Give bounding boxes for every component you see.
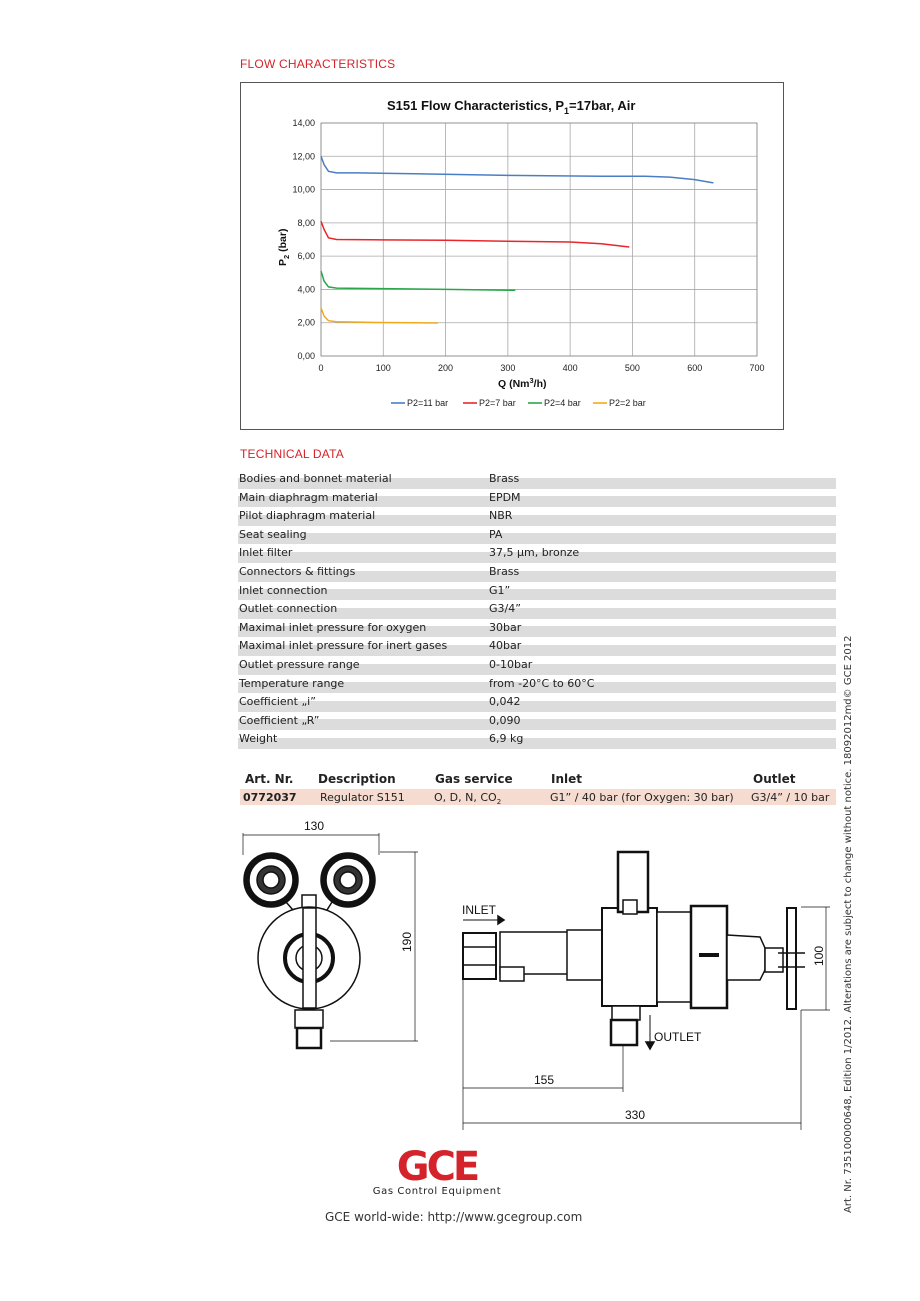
tech-row bbox=[238, 713, 836, 732]
row-band bbox=[238, 589, 836, 600]
tech-row-value: 6,9 kg bbox=[489, 732, 524, 746]
y-tick-label: 12,00 bbox=[292, 151, 315, 162]
tech-row-value: PA bbox=[489, 527, 503, 541]
flow-chart-canvas bbox=[241, 83, 785, 431]
legend-label-1: P2=7 bar bbox=[479, 398, 516, 408]
col-inlet: Inlet bbox=[551, 772, 582, 786]
col-gas-service: Gas service bbox=[435, 772, 513, 786]
tech-row-label: Weight bbox=[239, 732, 278, 746]
front-view-drawing bbox=[243, 833, 418, 1048]
tech-row-value: NBR bbox=[489, 509, 513, 523]
front-width-dimension: 130 bbox=[304, 819, 325, 833]
series-line-2 bbox=[321, 271, 515, 290]
inlet-label: INLET bbox=[462, 903, 497, 917]
cell-description: Regulator S151 bbox=[320, 791, 405, 804]
chart-title-main: S151 Flow Characteristics, P bbox=[387, 98, 565, 113]
cell-gas-main: O, D, N, CO bbox=[434, 791, 497, 804]
legend-label-0: P2=11 bar bbox=[407, 398, 449, 408]
tech-row-label: Bodies and bonnet material bbox=[239, 472, 392, 485]
chart-title-subscript: 1 bbox=[564, 106, 570, 116]
tech-row-value: G3/4” bbox=[489, 602, 521, 616]
x-axis-label bbox=[498, 376, 547, 390]
x-tick-label: 700 bbox=[749, 363, 765, 373]
tech-row bbox=[238, 676, 836, 695]
y-axis-label-subscript: 2 bbox=[282, 254, 291, 259]
chart-title bbox=[387, 98, 635, 116]
tech-row bbox=[238, 471, 836, 490]
tech-row-label: Maximal inlet pressure for oxygen bbox=[239, 620, 427, 634]
tech-row-label: Coefficient „R” bbox=[239, 713, 320, 727]
tech-row bbox=[238, 601, 836, 620]
col-description: Description bbox=[318, 772, 396, 786]
tech-row-label: Coefficient „i” bbox=[239, 695, 316, 709]
cell-art-nr: 0772037 bbox=[243, 791, 297, 804]
y-tick-label: 2,00 bbox=[297, 317, 315, 328]
tech-row bbox=[238, 490, 836, 509]
col-outlet: Outlet bbox=[753, 772, 796, 786]
logo-subtitle: Gas Control Equipment bbox=[372, 1186, 502, 1197]
tech-row-label: Inlet filter bbox=[239, 546, 293, 560]
tech-row bbox=[238, 545, 836, 564]
tech-row bbox=[238, 638, 836, 657]
row-band bbox=[238, 738, 836, 749]
tech-row bbox=[238, 583, 836, 602]
tech-row-value: Brass bbox=[489, 564, 520, 578]
gce-logo-text: GCE bbox=[396, 1144, 478, 1190]
x-axis-label-tail: /h) bbox=[533, 378, 547, 390]
tech-row bbox=[238, 527, 836, 546]
x-axis-label-superscript: 3 bbox=[529, 376, 534, 385]
order-table-row bbox=[240, 789, 836, 805]
y-tick-label: 10,00 bbox=[292, 184, 315, 195]
series-line-0 bbox=[321, 156, 713, 183]
tech-row-label: Outlet pressure range bbox=[239, 657, 360, 671]
tech-row bbox=[238, 731, 836, 750]
side-view-drawing bbox=[463, 852, 830, 1130]
tech-row-label: Connectors & fittings bbox=[239, 564, 356, 578]
tech-row-label: Maximal inlet pressure for inert gases bbox=[239, 639, 448, 653]
website-link[interactable]: GCE world-wide: http://www.gcegroup.com bbox=[325, 1210, 583, 1224]
y-tick-label: 14,00 bbox=[292, 118, 315, 128]
tech-row-value: Brass bbox=[489, 472, 520, 485]
x-tick-label: 400 bbox=[562, 363, 578, 373]
series-line-3 bbox=[321, 308, 438, 323]
y-tick-label: 8,00 bbox=[297, 217, 315, 228]
outlet-label: OUTLET bbox=[654, 1030, 702, 1044]
dimension-drawings bbox=[230, 810, 840, 1130]
x-tick-label: 500 bbox=[624, 363, 640, 373]
y-axis-label bbox=[277, 229, 291, 266]
tech-row-value: 0-10bar bbox=[489, 657, 533, 671]
x-tick-label: 0 bbox=[318, 363, 324, 373]
row-band bbox=[238, 719, 836, 730]
tech-row-label: Pilot diaphragm material bbox=[239, 509, 376, 523]
side-height-dimension: 100 bbox=[812, 945, 826, 966]
tech-row-value: 0,042 bbox=[489, 695, 521, 709]
tech-row-label: Temperature range bbox=[239, 676, 345, 690]
col-art-nr: Art. Nr. bbox=[245, 772, 294, 786]
inlet-offset-dimension: 155 bbox=[534, 1073, 555, 1087]
tech-row bbox=[238, 508, 836, 527]
tech-row-value: 0,090 bbox=[489, 713, 521, 727]
tech-row bbox=[238, 657, 836, 676]
cell-gas-subscript: 2 bbox=[496, 798, 502, 807]
chart-title-tail: =17bar, Air bbox=[569, 98, 636, 113]
tech-row-label: Main diaphragm material bbox=[239, 490, 378, 504]
technical-data-table bbox=[238, 471, 836, 750]
y-tick-label: 0,00 bbox=[297, 351, 315, 361]
side-note: Art. Nr. 735100000648, Edition 1/2012. Alterations are subject to change without notice. 18092012md© GCE 2012 bbox=[843, 635, 854, 1213]
tech-row-label: Inlet connection bbox=[239, 583, 328, 597]
series-line-1 bbox=[321, 221, 629, 247]
flow-chart bbox=[240, 82, 784, 430]
side-length-dimension: 330 bbox=[625, 1108, 646, 1122]
row-band bbox=[238, 701, 836, 712]
tech-row bbox=[238, 620, 836, 639]
x-tick-label: 300 bbox=[500, 363, 516, 373]
tech-row-value: 37,5 µm, bronze bbox=[489, 546, 580, 560]
y-tick-label: 4,00 bbox=[297, 284, 315, 295]
technical-data-heading: TECHNICAL DATA bbox=[240, 447, 344, 461]
tech-row-label: Outlet connection bbox=[239, 602, 338, 616]
x-tick-label: 200 bbox=[438, 363, 454, 373]
tech-row-value: from -20°C to 60°C bbox=[489, 676, 595, 690]
order-table-header bbox=[240, 772, 836, 789]
cell-outlet: G3/4” / 10 bar bbox=[751, 791, 830, 804]
tech-row-value: 30bar bbox=[489, 620, 522, 634]
flow-characteristics-heading: FLOW CHARACTERISTICS bbox=[240, 57, 396, 71]
y-tick-label: 6,00 bbox=[297, 251, 315, 262]
tech-row bbox=[238, 564, 836, 583]
row-band bbox=[238, 533, 836, 544]
cell-gas-service bbox=[434, 791, 501, 806]
x-axis-label-main: Q (Nm bbox=[498, 378, 530, 390]
y-axis-label-tail: (bar) bbox=[277, 228, 289, 255]
front-height-dimension: 190 bbox=[400, 931, 414, 952]
y-axis-label-main: P bbox=[277, 258, 289, 266]
order-table bbox=[240, 772, 836, 805]
legend-label-3: P2=2 bar bbox=[609, 398, 646, 408]
tech-row-value: 40bar bbox=[489, 639, 522, 653]
legend-label-2: P2=4 bar bbox=[544, 398, 581, 408]
x-tick-label: 600 bbox=[687, 363, 703, 373]
tech-row-value: G1” bbox=[489, 583, 511, 597]
tech-row-value: EPDM bbox=[489, 490, 521, 504]
tech-row bbox=[238, 694, 836, 713]
tech-row-label: Seat sealing bbox=[239, 527, 307, 541]
x-tick-label: 100 bbox=[375, 363, 391, 373]
cell-inlet: G1” / 40 bar (for Oxygen: 30 bar) bbox=[550, 791, 734, 804]
